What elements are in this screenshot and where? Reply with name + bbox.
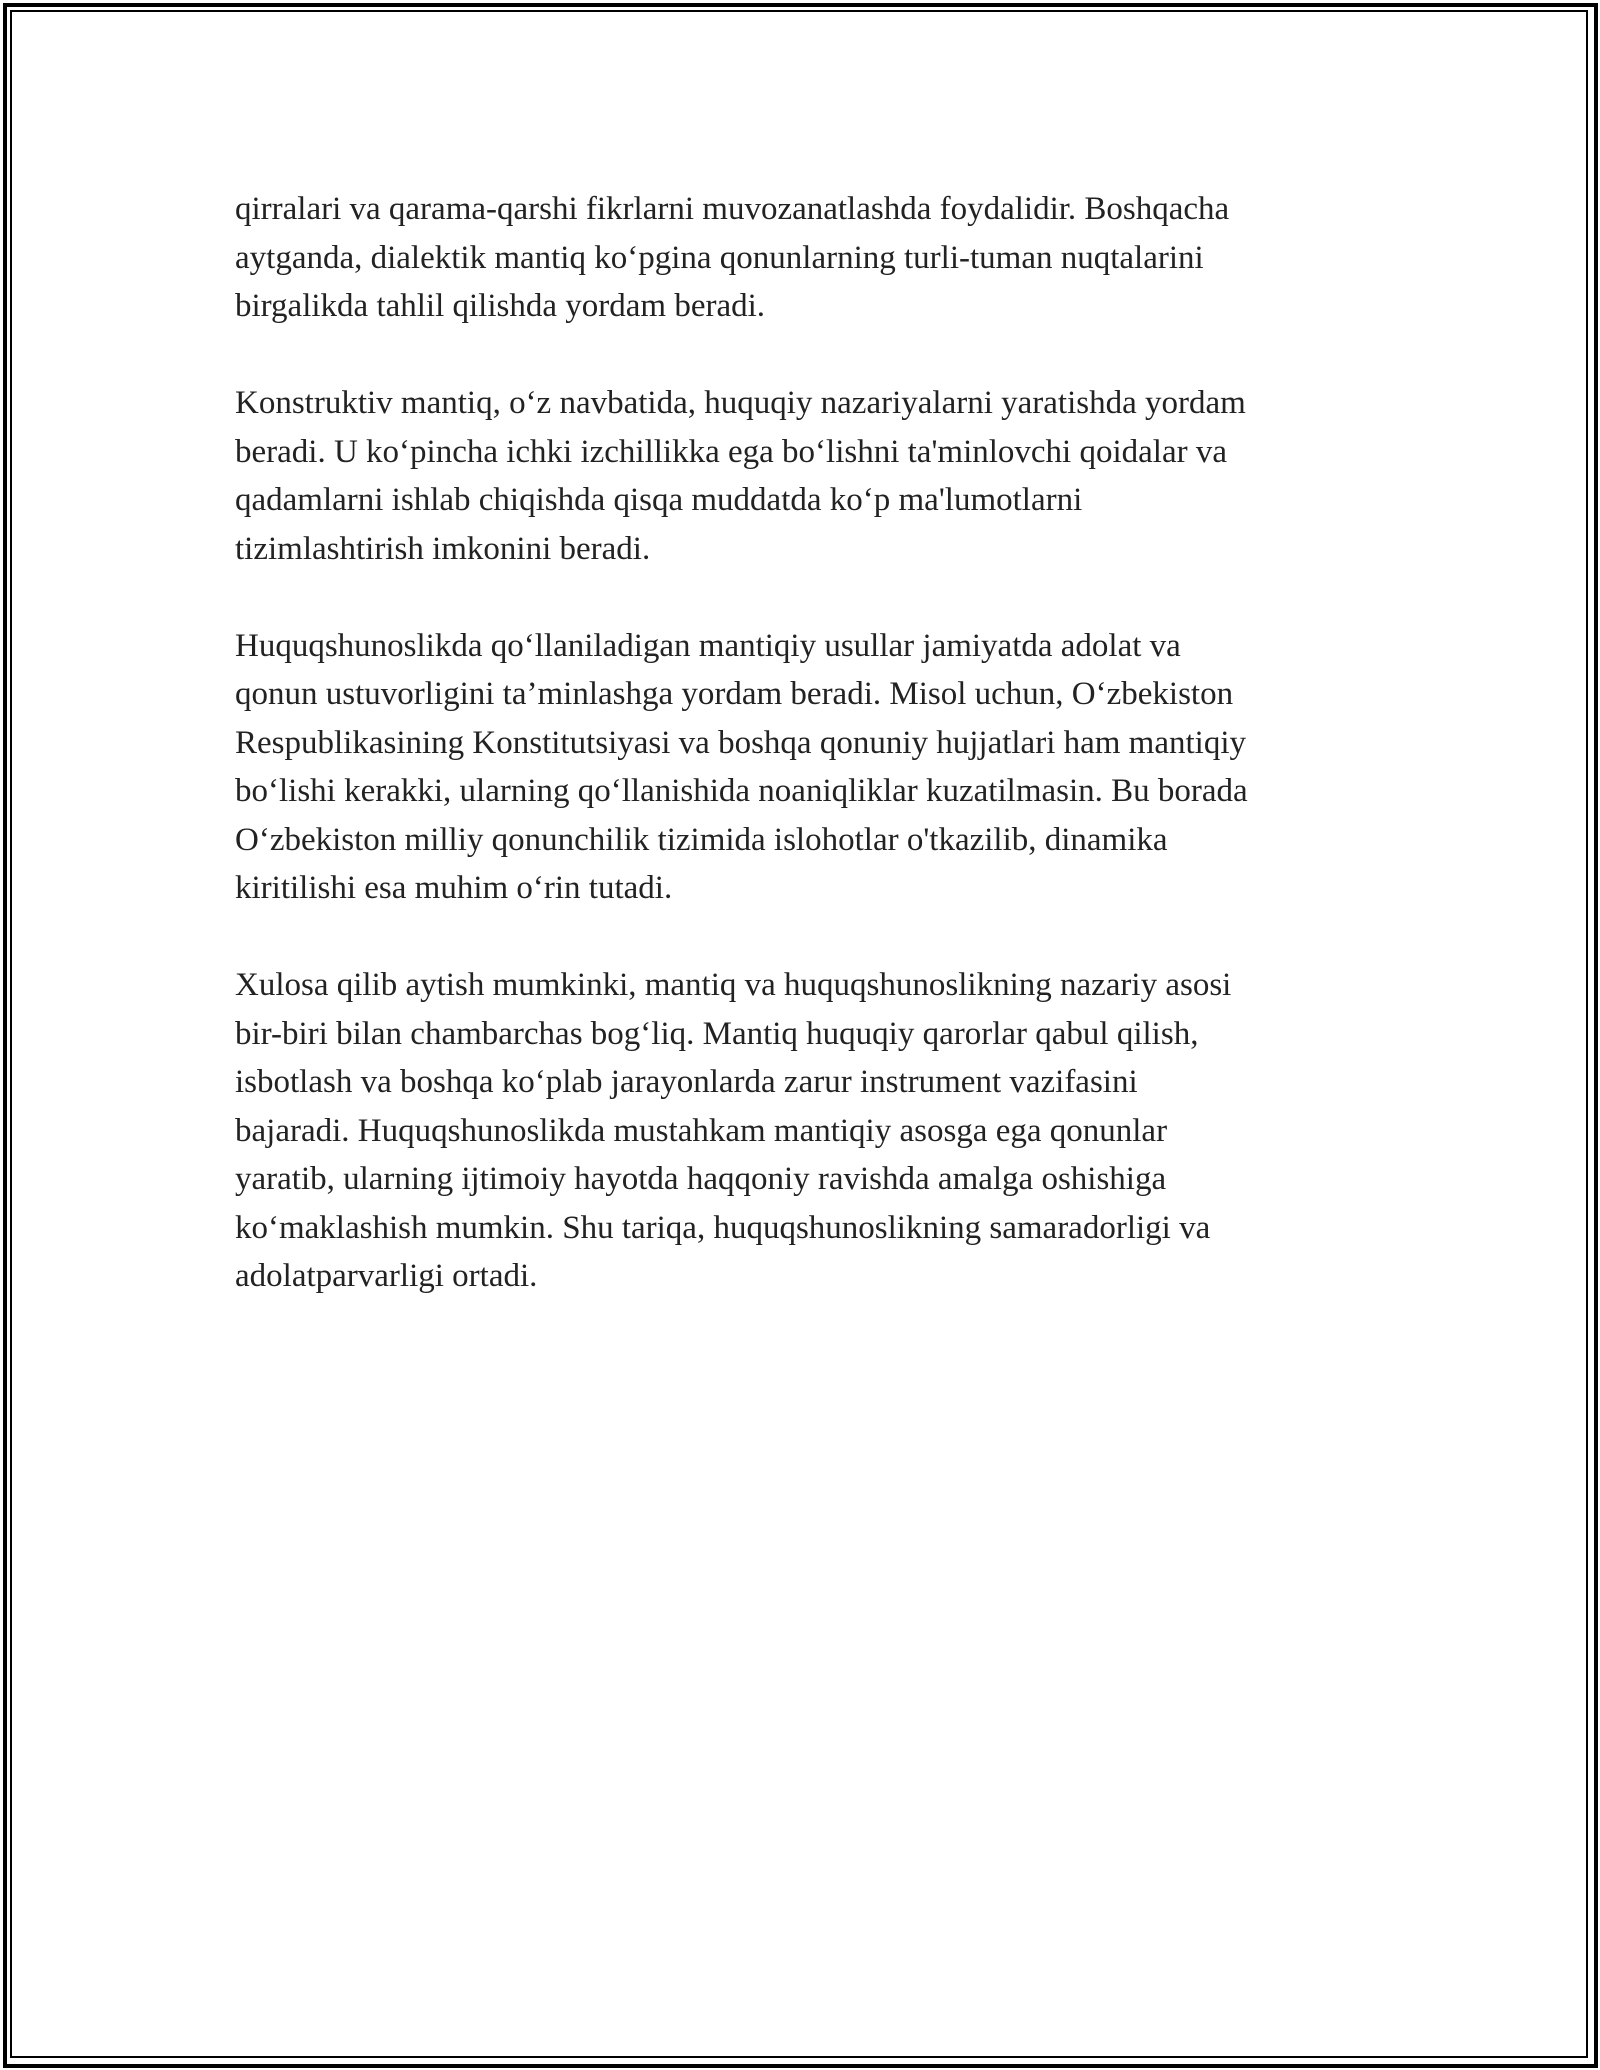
- paragraph-2: [235, 379, 1375, 573]
- text-line: tizimlashtirish imkonini beradi.: [235, 530, 651, 567]
- paragraph-4: [235, 961, 1375, 1301]
- paragraph-1: [235, 185, 1375, 331]
- text-line: Huquqshunoslikda qo‘llaniladigan mantiqiy usullar jamiyatda adolat va: [235, 627, 1181, 664]
- text-line: Xulosa qilib aytish mumkinki, mantiq va huquqshunoslikning nazariy asosi: [235, 967, 1232, 1003]
- text-line: qadamlarni ishlab chiqishda qisqa muddatda ko‘p ma'lumotlarni: [235, 482, 1083, 518]
- text-line: O‘zbekiston milliy qonunchilik tizimida islohotlar o'tkazilib, dinamika: [235, 821, 1168, 858]
- text-line: bir-biri bilan chambarchas bog‘liq. Mantiq huquqiy qarorlar qabul qilish,: [235, 1015, 1199, 1052]
- text-line: Respublikasining Konstitutsiyasi va boshqa qonuniy hujjatlari ham mantiqiy: [235, 724, 1246, 761]
- text-line: yaratib, ularning ijtimoiy hayotda haqqoniy ravishda amalga oshishiga: [235, 1161, 1167, 1197]
- text-line: bajaradi. Huquqshunoslikda mustahkam mantiqiy asosga ega qonunlar: [235, 1112, 1168, 1149]
- text-line: Konstruktiv mantiq, o‘z navbatida, huquqiy nazariyalarni yaratishda yordam: [235, 385, 1246, 421]
- text-line: aytganda, dialektik mantiq ko‘pgina qonunlarning turli-tuman nuqtalarini: [235, 239, 1204, 276]
- text-line: qonun ustuvorligini ta’minlashga yordam beradi. Misol uchun, O‘zbekiston: [235, 676, 1234, 712]
- text-line: isbotlash va boshqa ko‘plab jarayonlarda zarur instrument vazifasini: [235, 1064, 1138, 1100]
- text-line: ko‘maklashish mumkin. Shu tariqa, huquqshunoslikning samaradorligi va: [235, 1209, 1211, 1246]
- text-line: birgalikda tahlil qilishda yordam beradi.: [235, 288, 766, 324]
- paragraph-3: [235, 622, 1375, 913]
- text-line: kiritilishi esa muhim o‘rin tutadi.: [235, 870, 673, 906]
- text-line: qirralari va qarama-qarshi fikrlarni muvozanatlashda foydalidir. Boshqacha: [235, 191, 1230, 227]
- text-line: beradi. U ko‘pincha ichki izchillikka ega bo‘lishni ta'minlovchi qoidalar va: [235, 433, 1227, 470]
- text-line: bo‘lishi kerakki, ularning qo‘llanishida noaniqliklar kuzatilmasin. Bu borada: [235, 773, 1248, 809]
- document-body: [235, 185, 1375, 1349]
- text-line: adolatparvarligi ortadi.: [235, 1258, 538, 1294]
